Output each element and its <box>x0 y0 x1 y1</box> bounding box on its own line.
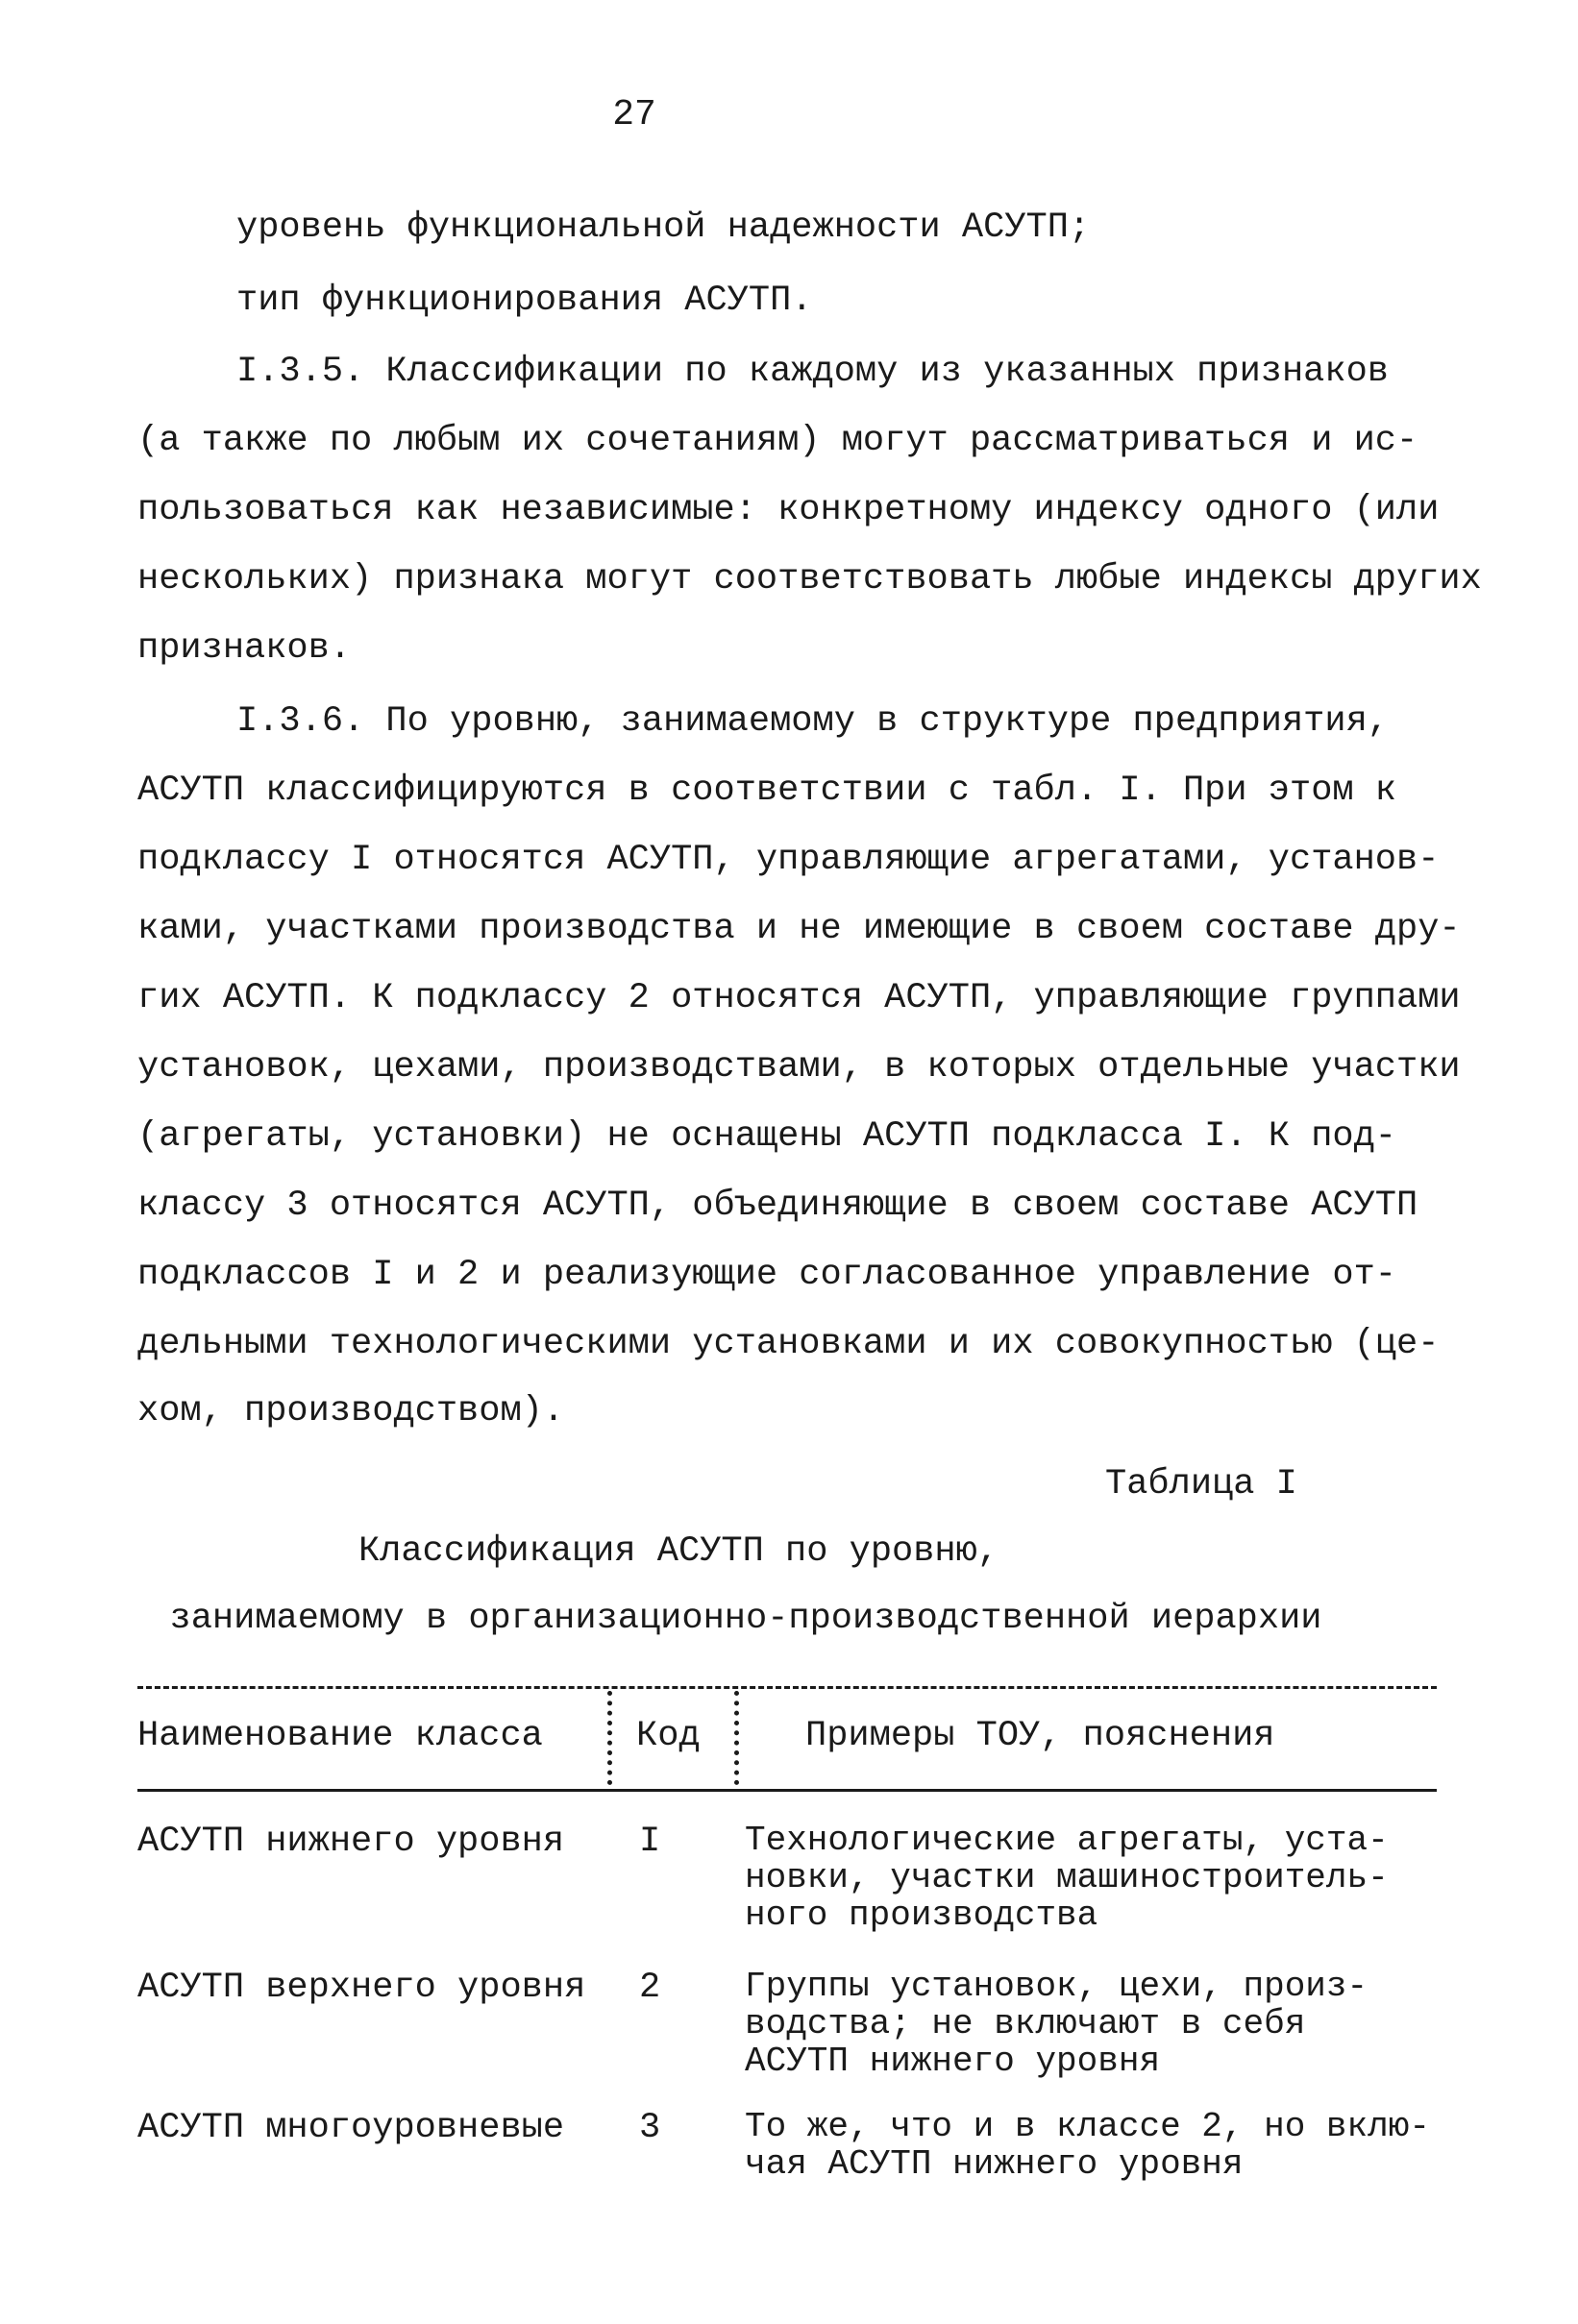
header-code: Код <box>636 1716 701 1756</box>
table-label: Таблица I <box>1105 1464 1297 1504</box>
text-line: гих АСУТП. К подклассу 2 относятся АСУТП, управляющие группами <box>137 978 1461 1018</box>
text-line: классу 3 относятся АСУТП, объединяющие в своем составе АСУТП <box>137 1186 1418 1226</box>
text-line: хом, производством). <box>137 1391 565 1431</box>
text-line: признаков. <box>137 628 352 669</box>
cell-name: АСУТП нижнего уровня <box>137 1822 565 1862</box>
text-line: уровень функциональной надежности АСУТП; <box>236 208 1091 248</box>
text-line: нескольких) признака могут соответствовать любые индексы других <box>137 559 1482 599</box>
text-line: дельными технологическими установками и их совокупностью (це- <box>137 1324 1440 1364</box>
column-separator <box>734 1691 739 1785</box>
cell-name: АСУТП верхнего уровня <box>137 1968 586 2008</box>
column-separator <box>607 1691 612 1785</box>
section-heading-1-3-6: I.3.6. По уровню, занимаемому в структуре предприятия, <box>236 701 1389 742</box>
page-number: 27 <box>612 94 656 135</box>
text-line: подклассов I и 2 и реализующие согласованное управление от- <box>137 1255 1397 1295</box>
text-line: (а также по любым их сочетаниям) могут рассматриваться и ис- <box>137 421 1418 461</box>
cell-examples: То же, что и в классе 2, но вклю- чая АСУТП нижнего уровня <box>745 2107 1430 2184</box>
text-line: (агрегаты, установки) не оснащены АСУТП подкласса I. К под- <box>137 1116 1397 1157</box>
cell-examples: Технологические агрегаты, уста- новки, участки машиностроитель- ного производства <box>745 1821 1389 1935</box>
cell-code: 2 <box>639 1968 661 2008</box>
text-line: пользоваться как независимые: конкретному индексу одного (или <box>137 490 1440 530</box>
header-examples: Примеры ТОУ, пояснения <box>805 1716 1275 1756</box>
header-name: Наименование класса <box>137 1716 543 1756</box>
table-top-rule <box>137 1686 1437 1689</box>
cell-code: 3 <box>639 2108 661 2148</box>
text-line: установок, цехами, производствами, в которых отдельные участки <box>137 1047 1461 1088</box>
text-line: подклассу I относятся АСУТП, управляющие агрегатами, установ- <box>137 840 1440 880</box>
text-line: ками, участками производства и не имеющие в своем составе дру- <box>137 909 1461 949</box>
table-header-rule <box>137 1789 1437 1792</box>
table-title-line-1: Классификация АСУТП по уровню, <box>358 1531 999 1572</box>
table-title-line-2: занимаемому в организационно-производственной иерархии <box>169 1599 1322 1639</box>
section-heading-1-3-5: I.3.5. Классификации по каждому из указанных признаков <box>236 352 1389 392</box>
cell-code: I <box>639 1822 661 1862</box>
cell-name: АСУТП многоуровневые <box>137 2108 565 2148</box>
text-line: АСУТП классифицируются в соответствии с табл. I. При этом к <box>137 771 1397 811</box>
cell-examples: Группы установок, цехи, произ- водства; не включают в себя АСУТП нижнего уровня <box>745 1967 1368 2081</box>
text-line: тип функционирования АСУТП. <box>236 281 813 321</box>
